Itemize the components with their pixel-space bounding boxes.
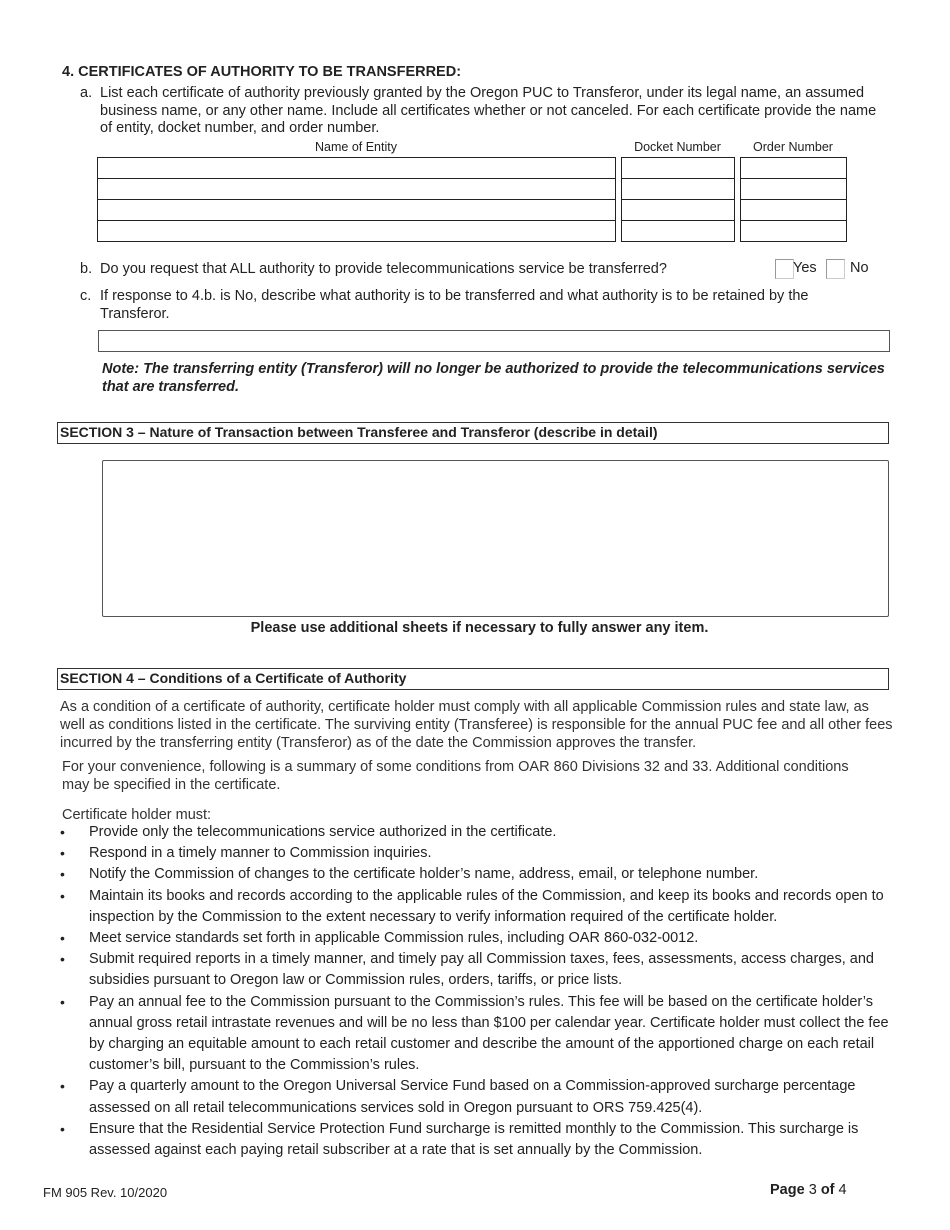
yes-checkbox[interactable]: [775, 259, 794, 279]
list-item: • Submit required reports in a timely manner, and timely pay all Commission taxes, fees, assessments, access charges, and subsidies pursuant to Oregon law or Commission rules, orders, tariffs, or price lists.: [60, 949, 900, 991]
certificate-holder-lead: Certificate holder must:: [62, 807, 212, 823]
docket-number-input-4[interactable]: [621, 220, 735, 242]
col-header-order: Order Number: [753, 140, 833, 154]
of-word: of: [820, 1182, 835, 1198]
conditions-list: [60, 822, 900, 1161]
list-item: • Maintain its books and records according to the applicable rules of the Commission, and keep its books and records open to inspection by the Commission to the extent necessary to verify information required of the certificate holder.: [60, 886, 900, 928]
page-current: 3: [808, 1182, 817, 1198]
section-3-header: SECTION 3 – Nature of Transaction between Transferee and Transferor (describe in detail): [57, 422, 889, 444]
item-4-heading: 4. CERTIFICATES OF AUTHORITY TO BE TRANSFERRED:: [62, 64, 462, 80]
summary-paragraph: For your convenience, following is a summary of some conditions from OAR 860 Divisions 32 and 33. Additional conditions may be specified in the certificate.: [62, 759, 849, 793]
conditions-paragraph: As a condition of a certificate of authority, certificate holder must comply with all applicable Commission rules and state law, as well as conditions listed in the certificate. The surviving entity (Transferee) is responsible for the annual PUC fee and all other fees incurred by the transferring entity (Transferor) as of the date the Commission approves the transfer.: [60, 699, 893, 751]
item-4a: [80, 85, 890, 138]
item-4b-text: Do you request that ALL authority to provide telecommunications service be transferred?: [100, 261, 667, 277]
order-number-input-3[interactable]: [740, 199, 847, 221]
docket-number-input-2[interactable]: [621, 178, 735, 200]
transfer-note: Note: The transferring entity (Transferor) will no longer be authorized to provide the telecommunications services that are transferred.: [102, 361, 885, 395]
item-letter: b.: [80, 261, 93, 277]
no-label: No: [850, 260, 869, 276]
page-word: Page: [770, 1182, 805, 1198]
list-item: • Meet service standards set forth in applicable Commission rules, including OAR 860-032-0012.: [60, 928, 900, 949]
list-item: • Provide only the telecommunications service authorized in the certificate.: [60, 822, 900, 843]
entity-name-input-1[interactable]: [97, 157, 616, 179]
docket-number-input-3[interactable]: [621, 199, 735, 221]
item-letter: a.: [80, 85, 93, 101]
item-letter: c.: [80, 288, 92, 304]
form-id: FM 905 Rev. 10/2020: [43, 1185, 168, 1200]
entity-name-input-4[interactable]: [97, 220, 616, 242]
list-item: • Ensure that the Residential Service Protection Fund surcharge is remitted monthly to the Commission. This surcharge is assessed against each paying retail subscriber at a rate that is set annually by the Commission.: [60, 1119, 900, 1161]
item-4c-text: If response to 4.b. is No, describe what authority is to be transferred and what authority is to be retained by the Transferor.: [100, 288, 809, 322]
yes-label: Yes: [793, 260, 817, 276]
page-total: 4: [838, 1182, 847, 1198]
item-4a-text: List each certificate of authority previously granted by the Oregon PUC to Transferor, under its legal name, an assumed business name, or any other name. Include all certificates whether or not canceled. For each certificate provide the name of entity, docket number, and order number.: [100, 85, 877, 136]
no-checkbox[interactable]: [826, 259, 845, 279]
transaction-description-input[interactable]: [102, 460, 889, 617]
col-header-name: Name of Entity: [315, 140, 397, 154]
section-4-header: SECTION 4 – Conditions of a Certificate of Authority: [57, 668, 889, 690]
item-4c: [80, 288, 820, 323]
order-number-input-4[interactable]: [740, 220, 847, 242]
page-number: [770, 1182, 847, 1198]
list-item: • Pay an annual fee to the Commission pursuant to the Commission’s rules. This fee will be based on the certificate holder’s annual gross retail intrastate revenues and will be no less than $100 per calendar year. Certificate holder must collect the fee by charging an equitable amount to each retail customer and describe the amount of the apportioned charge on each retail customer’s bill, pursuant to the Commission’s rules.: [60, 992, 900, 1077]
list-item: • Notify the Commission of changes to the certificate holder’s name, address, email, or telephone number.: [60, 864, 900, 885]
order-number-input-2[interactable]: [740, 178, 847, 200]
docket-number-input-1[interactable]: [621, 157, 735, 179]
retained-authority-input[interactable]: [98, 330, 890, 352]
col-header-docket: Docket Number: [634, 140, 721, 154]
entity-name-input-2[interactable]: [97, 178, 616, 200]
list-item: • Respond in a timely manner to Commission inquiries.: [60, 843, 900, 864]
additional-sheets-note: Please use additional sheets if necessary to fully answer any item.: [250, 620, 709, 636]
list-item: • Pay a quarterly amount to the Oregon Universal Service Fund based on a Commission-approved surcharge percentage assessed on all retail telecommunications services sold in Oregon pursuant to ORS 759.425(4).: [60, 1076, 900, 1118]
order-number-input-1[interactable]: [740, 157, 847, 179]
entity-name-input-3[interactable]: [97, 199, 616, 221]
item-4b: [80, 261, 740, 279]
